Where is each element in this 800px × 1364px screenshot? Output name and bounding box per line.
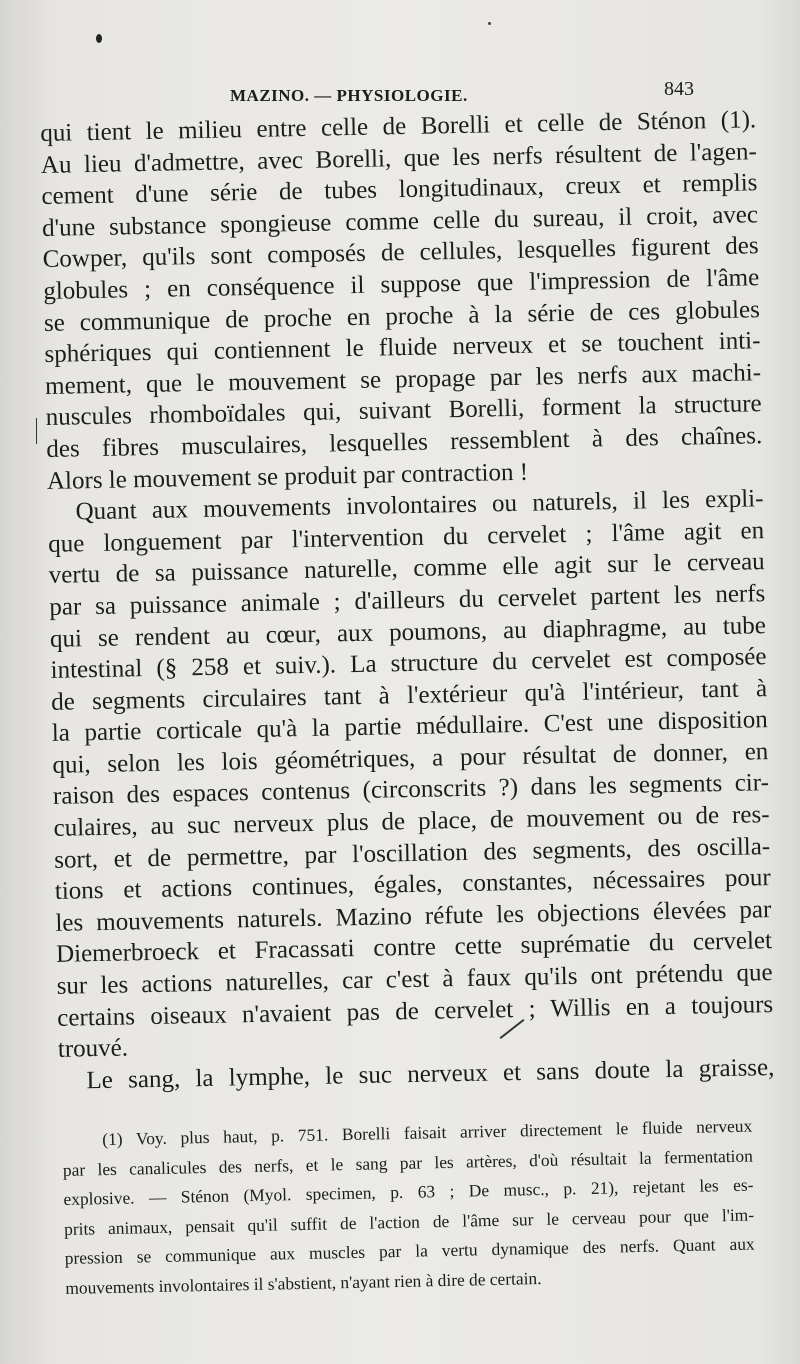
text-line: qui se rendent au cœur, aux poumons, au diaphragme, au tube [49,611,767,653]
text-line: la partie corticale qu'à la partie médullaire. C'est une disposition [51,706,768,748]
text-line: des fibres musculaires, lesquelles ressemblent à des chaînes. [46,422,763,463]
text-line: d'une substance spongieuse comme celle du sureau, il croit, avec [41,201,759,242]
text-line: raison des espaces contenus (circonscrits ?) dans les segments cir- [52,769,770,811]
text-line: Cowper, qu'ils sont composés de cellules, lesquelles figurent des [42,232,759,274]
text-line: intestinal (§ 258 et suiv.). La structure du cervelet est composée [50,643,767,684]
text-line: nuscules rhomboïdales qui, suivant Borelli, forment la structure [45,390,762,432]
page-number: 843 [664,78,694,100]
text-line: cement d'une série de tubes longitudinaux, creux et remplis [41,169,758,211]
text-line: les mouvements naturels. Mazino réfute les objections élevées par [55,895,772,937]
main-text [40,104,775,1097]
footnote-line: explosive. — Sténon (Myol. specimen, p. 63 ; De musc., p. 21), rejetant les es- [63,1174,754,1209]
text-line: globules ; en conséquence il suppose que l'impression de l'âme [43,264,760,305]
text-line: qui, selon les lois géométriques, a pour résultat de donner, en [52,738,769,779]
footnote-line: pression se communique aux muscles par la vertu dynamique des nerfs. Quant aux [64,1233,755,1268]
margin-mark [36,418,37,444]
text-line: se communique de proche en proche à la série de ces globules [43,295,761,337]
text-line: tions et actions continues, égales, constantes, nécessaires pour [54,864,771,906]
text-line: Alors le mouvement se produit par contraction ! [46,458,529,495]
text-line: Quant aux mouvements involontaires ou naturels, il les expli- [75,485,764,526]
footnote-line: mouvements involontaires il s'abstient, n'ayant rien à dire de certain. [65,1267,542,1298]
text-line: certains oiseaux n'avaient pas de cervelet ; Willis en a toujours [57,990,774,1032]
footnote-line: par les canalicules des nerfs, et le sang par les artères, d'où résultait la fermentation [62,1145,753,1180]
text-line: mement, que le mouvement se propage par les nerfs aux machi- [44,358,762,400]
text-line: Le sang, la lymphe, le suc nerveux et sans doute la graisse, [86,1053,775,1095]
footnote-line: prits animaux, pensait qu'il suffit de l'action de l'âme sur le cerveau pour que l'im- [63,1204,755,1239]
running-head: MAZINO. — PHYSIOLOGIE. [230,86,468,105]
text-line: que longuement par l'intervention du cervelet ; l'âme agit en [47,516,765,558]
ink-blot [96,34,102,43]
text-line: sphériques qui contiennent le fluide nerveux et se touchent inti- [44,327,761,369]
page-header [0,78,800,108]
footnote-line: (1) Voy. plus haut, p. 751. Borelli faisait arriver directement le fluide nerveux [102,1115,753,1150]
text-line: sort, et de permettre, par l'oscillation des segments, des oscilla- [53,832,771,874]
text-line: vertu de sa puissance naturelle, comme elle agit sur le cerveau [48,548,765,590]
text-line: qui tient le milieu entre celle de Borelli et celle de Sténon (1). [40,106,757,147]
text-line: Diemerbroeck et Fracassati contre cette suprématie du cervelet [55,927,773,969]
text-line: sur les actions naturelles, car c'est à faux qu'ils ont prétendu que [56,959,773,1000]
ink-speck [488,22,491,25]
text-line: Au lieu d'admettre, avec Borelli, que les nerfs résultent de l'agen- [40,137,758,179]
footnotes [62,1112,756,1303]
text-line: culaires, au suc nerveux plus de place, de mouvement ou de res- [53,801,770,842]
text-line: de segments circulaires tant à l'extérieur qu'à l'intérieur, tant à [50,674,768,716]
text-line: trouvé. [57,1034,129,1064]
text-line: par sa puissance animale ; d'ailleurs du cervelet partent les nerfs [49,580,766,621]
